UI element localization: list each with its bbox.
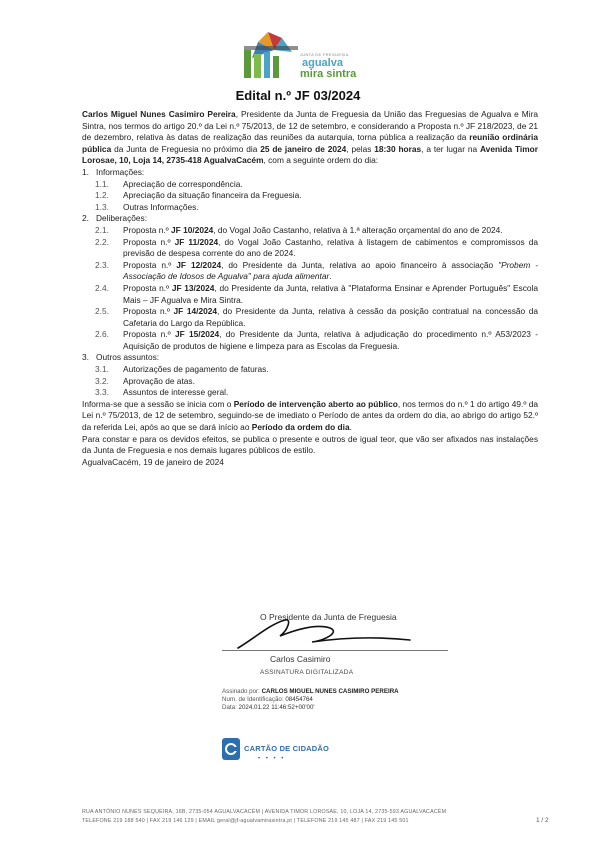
- intro-text-3: , pelas: [346, 143, 375, 154]
- sign-date-label: Data:: [222, 704, 237, 712]
- edital-title: Edital n.º JF 03/2024: [235, 88, 361, 103]
- item-number: 2.1.: [95, 224, 109, 235]
- meeting-location: Avenida Timor Lorosae, 10, Loja 14, 2735-418 AgualvaCacém: [82, 143, 538, 166]
- intro-text-4: , a ter lugar na: [421, 143, 480, 154]
- item-prefix: Proposta n.º: [123, 282, 172, 293]
- item-prefix: Proposta n.º: [123, 236, 175, 247]
- junta-logo: [238, 28, 378, 84]
- proposal-ref: JF 10/2024: [171, 224, 214, 235]
- item-text: [123, 329, 538, 352]
- signature-line: [222, 650, 448, 651]
- agenda-section: [82, 352, 538, 364]
- item-desc: , do Presidente da Junta, relativa à cessão da posição contratual na concessão da Cafetaria do Largo da República.: [123, 306, 538, 328]
- president-name: Carlos Miguel Nunes Casimiro Pereira: [82, 109, 236, 119]
- agenda-item: [82, 225, 538, 237]
- item-prefix: Proposta n.º: [123, 259, 177, 270]
- id-label: Num. de Identificação:: [222, 696, 284, 704]
- item-text: [123, 237, 538, 260]
- meeting-date: 25 de janeiro de 2024: [260, 143, 347, 154]
- closing-paragraph: Para constar e para os devidos efeitos, se publica o presente e outros de igual teor, que vão ser afixados nas instalações da Junta de Freguesia e nos demais lugares públicos de estilo.: [82, 433, 538, 456]
- item-number: 2.6.: [95, 329, 109, 340]
- info-text-1: Informa-se que a sessão se inicia com o: [82, 398, 234, 409]
- proposal-ref: JF 12/2024: [176, 259, 222, 270]
- cartao-cidadao-label: CARTÃO DE CIDADÃO: [244, 744, 330, 753]
- item-text: Assuntos de interesse geral.: [123, 387, 229, 398]
- agenda-item: [82, 202, 538, 214]
- cartao-dots: • • • •: [258, 756, 286, 762]
- item-text: Outras Informações.: [123, 201, 199, 212]
- item-text: Apreciação da situação financeira da Freguesia.: [123, 190, 302, 201]
- item-number: 3.1.: [95, 364, 109, 375]
- sign-date-value: 2024.01.22 11:46:52+00'00': [238, 704, 315, 712]
- item-text: [123, 260, 538, 283]
- section-title: Informações:: [96, 166, 145, 177]
- item-number: 1.3.: [95, 201, 109, 212]
- info-text-3: .: [349, 422, 352, 433]
- item-desc: , do Vogal João Castanho, relativa à listagem de cabimentos e compromissos da previsão de despesa corrente do ano de 2024.: [123, 236, 538, 259]
- proposal-ref: JF 14/2024: [173, 306, 218, 317]
- signatory-role: O Presidente da Junta de Freguesia: [260, 612, 397, 622]
- item-desc: , do Vogal João Castanho, relativa à 1.ª alteração orçamental do ano de 2024.: [213, 224, 503, 235]
- agenda-item: [82, 283, 538, 306]
- agenda-item: [82, 190, 538, 202]
- agenda-item: [82, 376, 538, 388]
- agenda-section: [82, 213, 538, 225]
- document-date: AgualvaCacém, 19 de janeiro de 2024: [82, 456, 224, 467]
- logo-mira-sintra-text: mira sintra: [300, 68, 357, 80]
- item-desc: , do Presidente da Junta, relativa à "Plataforma Ensinar e Aprender Português" Escola Mais – JF Agualva e Mira Sintra.: [123, 282, 539, 305]
- agenda-item: [82, 364, 538, 376]
- logo-emblem-icon: [238, 28, 302, 82]
- item-prefix: Proposta n.º: [123, 224, 172, 235]
- agenda-period: Período da ordem do dia: [251, 422, 350, 433]
- logo-small-text: JUNTA DE FREGUESIA: [300, 52, 349, 57]
- proposal-ref: JF 13/2024: [171, 282, 215, 293]
- section-number: 2.: [82, 213, 89, 224]
- item-number: 3.2.: [95, 375, 109, 386]
- digital-signature-label: ASSINATURA DIGITALIZADA: [260, 669, 354, 676]
- item-number: 2.5.: [95, 306, 109, 317]
- section-title: Outros assuntos:: [96, 352, 160, 363]
- section-number: 1.: [82, 166, 89, 177]
- item-text: Autorizações de pagamento de faturas.: [123, 364, 269, 375]
- item-number: 1.2.: [95, 190, 109, 201]
- item-number: 2.2.: [95, 236, 109, 247]
- intro-bold-1: reunião ordinária pública: [82, 132, 539, 154]
- agenda-item: [82, 306, 538, 329]
- proposal-ref: JF 15/2024: [174, 329, 220, 340]
- section-number: 3.: [82, 352, 89, 363]
- footer-addresses: RUA ANTÓNIO NUNES SEQUEIRA, 16B, 2735-054 AGUALVACACÉM | AVENIDA TIMOR LOROSAE, 10, LOJA 14, 2735-593 AGUALVACACÉM: [82, 809, 447, 815]
- item-text: Apreciação de correspondência.: [123, 178, 243, 189]
- intro-text-2: da Junta de Freguesia no próximo dia: [111, 143, 261, 154]
- agenda-item: [82, 237, 538, 260]
- agenda-section: [82, 167, 538, 179]
- item-number: 2.4.: [95, 282, 109, 293]
- signatory-name: Carlos Casimiro: [270, 654, 331, 664]
- agenda-item: [82, 329, 538, 352]
- page-number: 1 / 2: [536, 817, 549, 824]
- info-text-2: , nos termos do n.º 1 do artigo 49.º da Lei n.º 75/2013, de 12 de setembro, seguindo-se de imediato o Período de antes da ordem do dia, ao abrigo do artigo 52.º da referida Lei, após ao que se dará início ao: [82, 398, 538, 433]
- association-name: "Probem - Associação de Idosos de Agualva" para ajuda alimentar: [123, 259, 539, 282]
- item-text: [123, 283, 538, 306]
- intro-text-5: , com a seguinte ordem do dia:: [263, 155, 379, 166]
- item-number: 3.3.: [95, 387, 109, 398]
- agenda-item: [82, 387, 538, 399]
- item-text: Aprovação de atas.: [123, 375, 195, 386]
- item-end: .: [329, 271, 332, 282]
- proposal-ref: JF 11/2024: [174, 236, 219, 247]
- agenda-list: [82, 167, 538, 399]
- document-body: [82, 109, 538, 468]
- item-prefix: Proposta n.º: [123, 306, 174, 317]
- signed-by-label: Assinado por:: [222, 688, 260, 695]
- agenda-item: [82, 260, 538, 283]
- item-prefix: Proposta n.º: [123, 329, 175, 340]
- item-desc: , do Presidente da Junta, relativa ao apoio financeiro à associação: [221, 259, 499, 270]
- section-title: Deliberações:: [96, 213, 148, 224]
- footer-contacts: TELEFONE 219 188 540 | FAX 219 146 129 | EMAIL geral@jf-agualvamirasintra.pt | TELEFONE 219 145 487 | FAX 219 145 501: [82, 818, 409, 824]
- intro-paragraph: [82, 109, 538, 167]
- id-value: 08454764: [285, 696, 313, 704]
- item-number: 2.3.: [95, 259, 109, 270]
- footer: [82, 808, 552, 826]
- logo-agualva-text: agualva: [302, 57, 343, 69]
- item-text: [123, 306, 538, 329]
- public-period: Período de intervenção aberto ao público: [233, 398, 398, 409]
- digital-signature-info: [222, 688, 399, 713]
- item-text: [123, 225, 538, 237]
- item-number: 1.1.: [95, 178, 109, 189]
- item-desc: , do Presidente da Junta, relativa à adjudicação do procedimento n.º A53/2023 - Aquisição de produtos de higiene e limpeza para as Escolas da Freguesia.: [123, 329, 538, 351]
- meeting-time: 18:30 horas: [374, 143, 422, 154]
- cartao-cidadao-logo: [222, 736, 372, 766]
- intro-text-1: , Presidente da Junta de Freguesia da União das Freguesias de Agualva e Mira Sintra, nos termos do artigo 20.º da Lei n.º 75/2013, de 12 de setembro, e considerando a Proposta n.º JF 218/2023, de 21 de dezembro, relativa às datas de realização das reuniões da autarquia, torna pública a realização da: [82, 109, 538, 143]
- cartao-cidadao-icon: [222, 738, 240, 760]
- agenda-item: [82, 179, 538, 191]
- info-paragraph: [82, 399, 538, 434]
- signer-name: CARLOS MIGUEL NUNES CASIMIRO PEREIRA: [261, 688, 399, 695]
